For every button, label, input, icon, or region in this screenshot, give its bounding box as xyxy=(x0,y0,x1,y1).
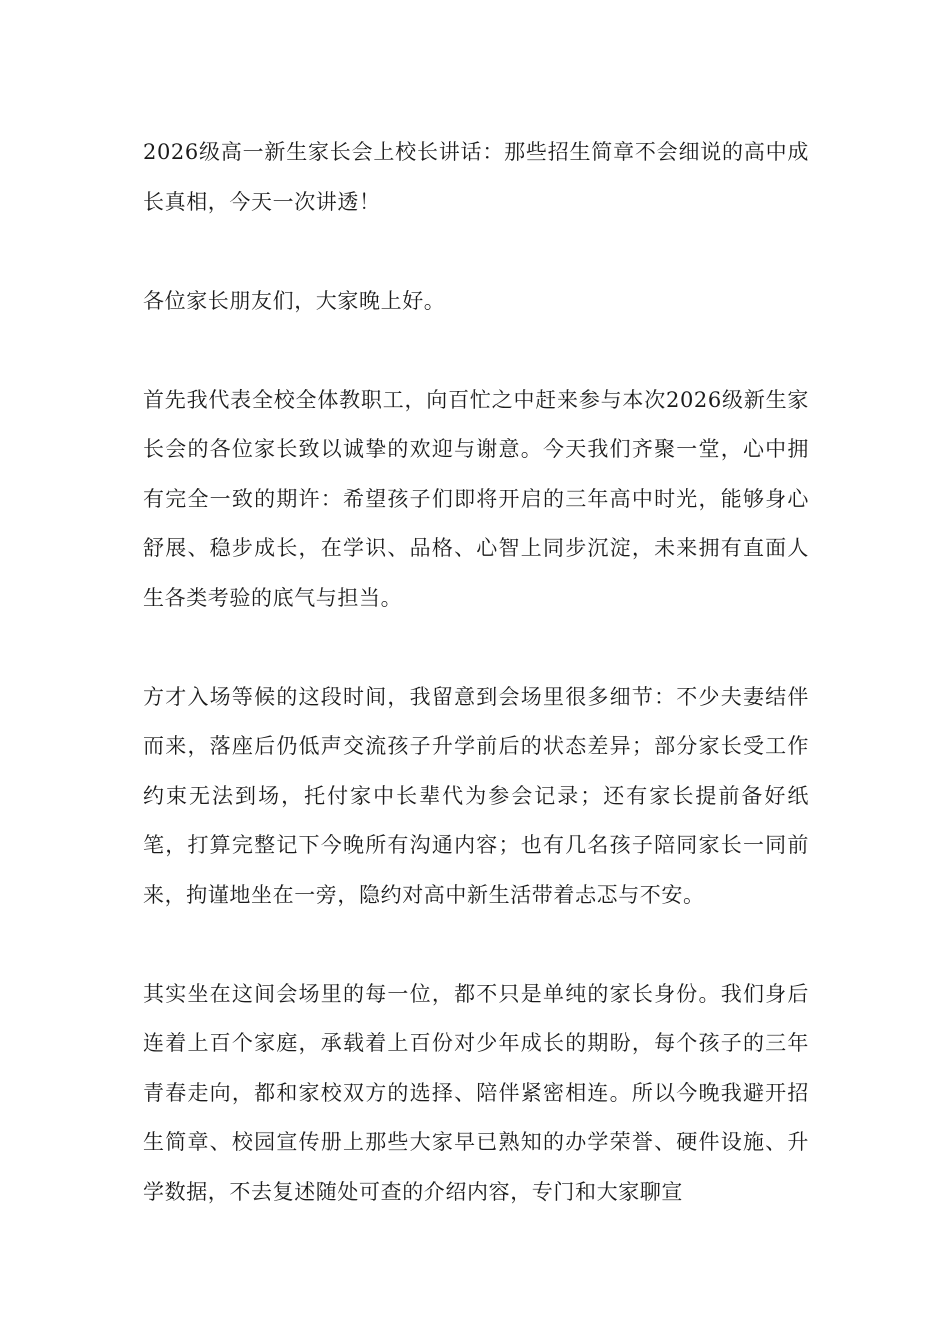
document-title: 2026级高一新生家长会上校长讲话：那些招生简章不会细说的高中成长真相，今天一次讲透！ xyxy=(143,140,809,214)
paragraph-observations: 方才入场等候的这段时间，我留意到会场里很多细节：不少夫妻结伴而来，落座后仍低声交流孩子升学前后的状态差异；部分家长受工作约束无法到场，托付家中长辈代为参会记录；还有家长提前备好纸笔，打算完整记下今晚所有沟通内容；也有几名孩子陪同家长一同前来，拘谨地坐在一旁，隐约对高中新生活带着忐忑与不安。 xyxy=(143,684,809,907)
paragraph-greeting: 各位家长朋友们，大家晚上好。 xyxy=(143,288,446,313)
document-body xyxy=(143,128,809,1267)
paragraph-families: 其实坐在这间会场里的每一位，都不只是单纯的家长身份。我们身后连着上百个家庭，承载着上百份对少年成长的期盼，每个孩子的三年青春走向，都和家校双方的选择、陪伴紧密相连。所以今晚我避开招生简章、校园宣传册上那些大家早已熟知的办学荣誉、硬件设施、升学数据，不去复述随处可查的介绍内容，专门和大家聊宣 xyxy=(143,981,809,1204)
paragraph-welcome: 首先我代表全校全体教职工，向百忙之中赶来参与本次2026级新生家长会的各位家长致以诚挚的欢迎与谢意。今天我们齐聚一堂，心中拥有完全一致的期许：希望孩子们即将开启的三年高中时光，能够身心舒展、稳步成长，在学识、品格、心智上同步沉淀，未来拥有直面人生各类考验的底气与担当。 xyxy=(143,387,809,610)
